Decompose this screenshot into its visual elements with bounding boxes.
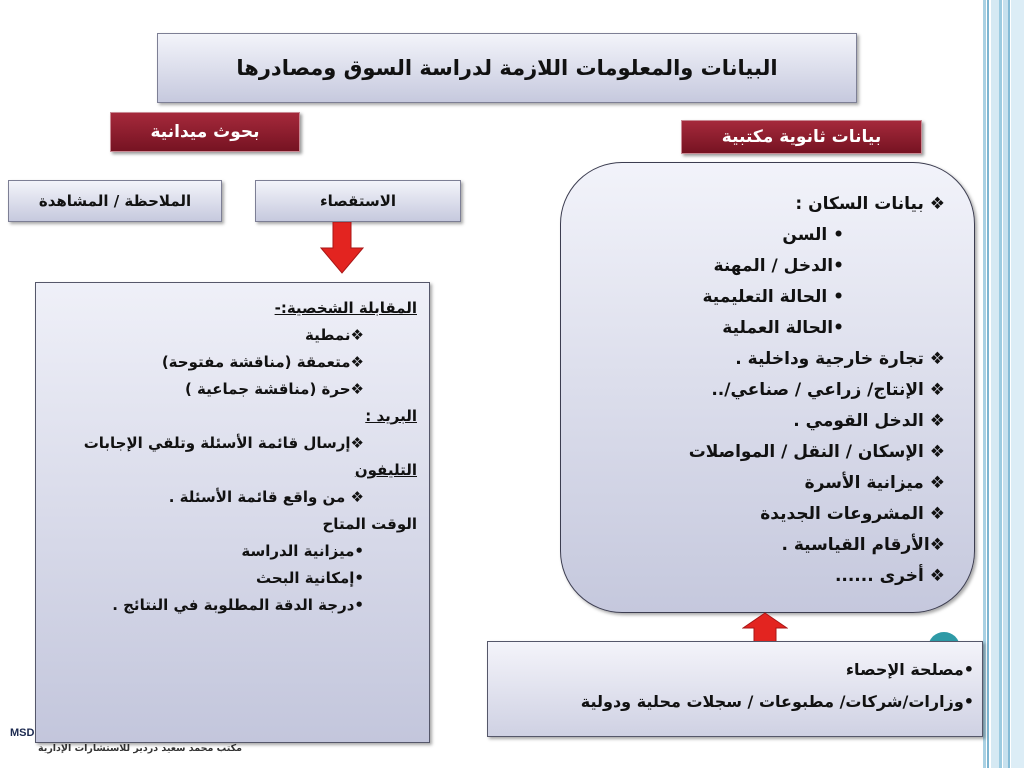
- available-time-heading: الوقت المتاح: [322, 515, 417, 533]
- interview-type-item: ❖حرة (مناقشة جماعية ): [184, 380, 364, 398]
- personal-interview-heading: المقابلة الشخصية:-: [274, 299, 417, 317]
- theme-side-stripes: [978, 0, 1024, 768]
- interview-type-item: ❖نمطية: [305, 326, 364, 344]
- arrow-up-icon: [742, 612, 788, 644]
- population-data-item: • الحالة التعليمية: [702, 287, 844, 307]
- secondary-data-item: ❖ الإنتاج/ زراعي / صناعي/..: [711, 380, 945, 400]
- data-sources-box: [487, 641, 983, 737]
- footer-office-name: مكتب محمد سعيد دردير للاستشارات الإدارية: [38, 743, 242, 754]
- population-data-heading: ❖ بيانات السكان :: [795, 194, 945, 214]
- slide-title: البيانات والمعلومات اللازمة لدراسة السوق ومصادرها: [157, 33, 857, 103]
- secondary-data-item: ❖الأرقام القياسية .: [781, 535, 945, 555]
- mail-item: ❖إرسال قائمة الأسئلة وتلقي الإجابات: [83, 434, 364, 452]
- constraint-item: •إمكانية البحث: [255, 569, 364, 587]
- constraint-item: •درجة الدقة المطلوبة في النتائج .: [112, 596, 364, 614]
- secondary-data-item: ❖ أخرى ......: [834, 566, 945, 586]
- survey-details-box: [35, 282, 430, 743]
- secondary-data-item: ❖ ميزانية الأسرة: [804, 473, 945, 493]
- field-research-label: بحوث ميدانية: [110, 112, 300, 152]
- phone-item: ❖ من واقع قائمة الأسئلة .: [168, 488, 364, 506]
- secondary-data-item: ❖ تجارة خارجية وداخلية .: [735, 349, 945, 369]
- secondary-data-item: ❖ الدخل القومي .: [793, 411, 945, 431]
- secondary-data-item: ❖ المشروعات الجديدة: [760, 504, 945, 524]
- secondary-data-label: بيانات ثانوية مكتبية: [681, 120, 922, 154]
- secondary-data-item: ❖ الإسكان / النقل / المواصلات: [688, 442, 945, 462]
- interview-type-item: ❖متعمقة (مناقشة مفتوحة): [161, 353, 364, 371]
- population-data-item: •الحالة العملية: [722, 318, 844, 338]
- observation-box: الملاحظة / المشاهدة: [8, 180, 222, 222]
- phone-heading: التليفون: [354, 461, 417, 479]
- survey-box: الاستقصاء: [255, 180, 461, 222]
- population-data-item: • السن: [782, 225, 844, 245]
- secondary-data-box: [560, 162, 975, 613]
- source-item: •وزارات/شركات/ مطبوعات / سجلات محلية ودولية: [580, 692, 974, 711]
- population-data-item: •الدخل / المهنة: [713, 256, 844, 276]
- footer-logo-text: MSD: [10, 727, 35, 739]
- source-item: •مصلحة الإحصاء: [845, 660, 974, 679]
- arrow-down-icon: [320, 222, 364, 274]
- constraint-item: •ميزانية الدراسة: [241, 542, 364, 560]
- mail-heading: البريد :: [365, 407, 417, 425]
